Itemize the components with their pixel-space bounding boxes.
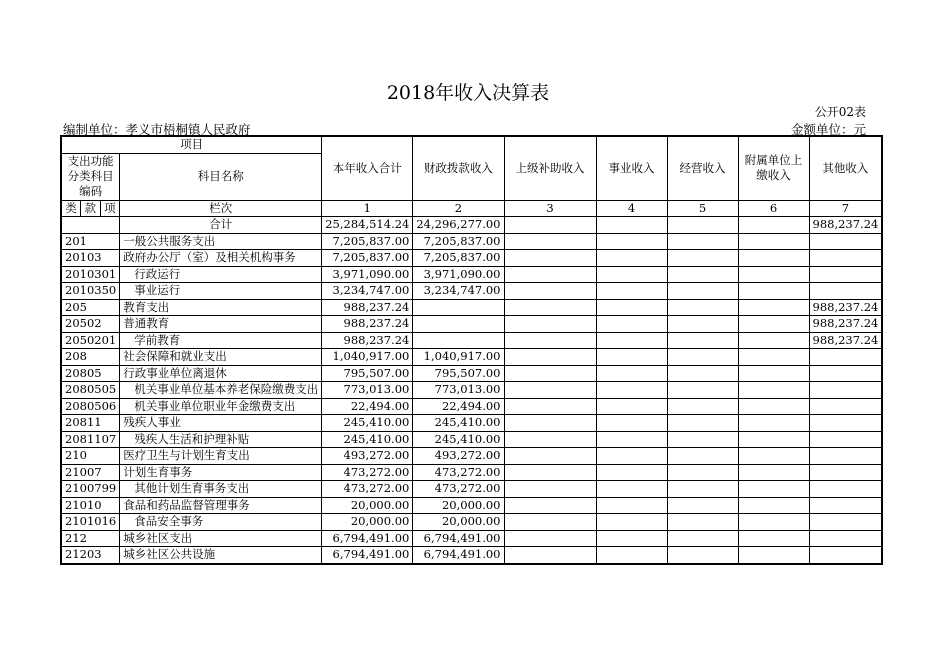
row-value-1: 20,000.00: [322, 497, 413, 514]
row-value-7: [809, 233, 882, 250]
row-value-2: 20,000.00: [413, 514, 504, 531]
total-row: [61, 217, 882, 234]
row-value-1: 988,237.24: [322, 299, 413, 316]
row-value-5: [667, 266, 738, 283]
row-value-5: [667, 398, 738, 415]
compiling-unit: 编制单位：孝义市梧桐镇人民政府: [63, 122, 251, 137]
row-value-2: 7,205,837.00: [413, 250, 504, 267]
row-value-7: [809, 431, 882, 448]
row-subject-name: 城乡社区支出: [120, 530, 322, 547]
row-code: 21007: [61, 464, 120, 481]
row-value-3: [504, 497, 596, 514]
header-lanci: 栏次: [120, 200, 322, 217]
row-value-1: 245,410.00: [322, 431, 413, 448]
row-value-7: [809, 448, 882, 465]
row-value-2: 245,410.00: [413, 415, 504, 432]
col-header-2: 财政拨款收入: [413, 136, 504, 200]
row-subject-name: 机关事业单位职业年金缴费支出: [120, 398, 322, 415]
row-value-7: [809, 497, 882, 514]
row-subject-name: 医疗卫生与计划生育支出: [120, 448, 322, 465]
row-value-7: [809, 481, 882, 498]
row-value-1: 988,237.24: [322, 316, 413, 333]
row-value-3: [504, 514, 596, 531]
row-value-2: 22,494.00: [413, 398, 504, 415]
row-value-5: [667, 547, 738, 564]
row-value-2: 6,794,491.00: [413, 530, 504, 547]
row-value-3: [504, 283, 596, 300]
row-code: 2050201: [61, 332, 120, 349]
row-value-2: 1,040,917.00: [413, 349, 504, 366]
table-row: [61, 299, 882, 316]
row-value-6: [738, 299, 809, 316]
row-value-5: [667, 382, 738, 399]
row-value-1: 473,272.00: [322, 481, 413, 498]
income-table: [60, 135, 883, 565]
row-value-4: [596, 299, 667, 316]
row-value-4: [596, 481, 667, 498]
row-value-1: 473,272.00: [322, 464, 413, 481]
row-code: 2010301: [61, 266, 120, 283]
row-value-1: 3,234,747.00: [322, 283, 413, 300]
col-num-4: 4: [596, 200, 667, 217]
total-value-4: [596, 217, 667, 234]
row-value-6: [738, 448, 809, 465]
row-value-7: 988,237.24: [809, 332, 882, 349]
total-code: [61, 217, 120, 234]
table-row: [61, 431, 882, 448]
row-subject-name: 社会保障和就业支出: [120, 349, 322, 366]
row-value-2: [413, 332, 504, 349]
row-value-1: 795,507.00: [322, 365, 413, 382]
row-value-7: 988,237.24: [809, 316, 882, 333]
row-value-4: [596, 365, 667, 382]
row-value-6: [738, 332, 809, 349]
row-code: 2100799: [61, 481, 120, 498]
row-subject-name: 政府办公厅（室）及相关机构事务: [120, 250, 322, 267]
row-value-2: 795,507.00: [413, 365, 504, 382]
row-value-6: [738, 497, 809, 514]
table-row: [61, 382, 882, 399]
row-code: 2080506: [61, 398, 120, 415]
row-value-3: [504, 299, 596, 316]
row-value-4: [596, 547, 667, 564]
row-value-6: [738, 464, 809, 481]
row-subject-name: 行政运行: [120, 266, 322, 283]
row-value-3: [504, 316, 596, 333]
row-value-7: [809, 547, 882, 564]
row-value-7: [809, 514, 882, 531]
row-value-2: 245,410.00: [413, 431, 504, 448]
total-value-1: 25,284,514.24: [322, 217, 413, 234]
row-value-1: 20,000.00: [322, 514, 413, 531]
row-value-7: [809, 415, 882, 432]
table-row: [61, 250, 882, 267]
row-value-7: [809, 398, 882, 415]
row-value-3: [504, 250, 596, 267]
col-num-5: 5: [667, 200, 738, 217]
row-value-6: [738, 250, 809, 267]
row-value-3: [504, 349, 596, 366]
row-value-6: [738, 365, 809, 382]
row-value-1: 3,971,090.00: [322, 266, 413, 283]
row-value-2: 20,000.00: [413, 497, 504, 514]
row-value-4: [596, 530, 667, 547]
row-value-7: [809, 464, 882, 481]
row-value-4: [596, 332, 667, 349]
page-title: 2018年收入决算表: [386, 82, 550, 104]
table-row: [61, 481, 882, 498]
row-value-7: [809, 250, 882, 267]
table-row: [61, 349, 882, 366]
row-value-6: [738, 431, 809, 448]
header-xiang: 项: [100, 200, 120, 217]
table-row: [61, 332, 882, 349]
row-value-5: [667, 299, 738, 316]
header-code-group: 支出功能分类科目编码: [61, 153, 120, 200]
money-unit: 金额单位：元: [790, 122, 866, 137]
row-value-3: [504, 448, 596, 465]
total-value-5: [667, 217, 738, 234]
row-value-6: [738, 530, 809, 547]
row-value-2: 3,234,747.00: [413, 283, 504, 300]
row-value-6: [738, 316, 809, 333]
row-value-4: [596, 514, 667, 531]
row-value-6: [738, 382, 809, 399]
row-subject-name: 其他计划生育事务支出: [120, 481, 322, 498]
row-code: 20103: [61, 250, 120, 267]
row-value-5: [667, 481, 738, 498]
row-value-1: 245,410.00: [322, 415, 413, 432]
row-value-3: [504, 332, 596, 349]
form-number: 公开02表: [814, 105, 866, 119]
row-value-6: [738, 349, 809, 366]
row-value-6: [738, 481, 809, 498]
row-value-3: [504, 547, 596, 564]
row-value-4: [596, 497, 667, 514]
row-value-3: [504, 415, 596, 432]
row-code: 2081107: [61, 431, 120, 448]
row-value-7: 988,237.24: [809, 299, 882, 316]
row-value-2: 6,794,491.00: [413, 547, 504, 564]
row-value-6: [738, 415, 809, 432]
row-value-4: [596, 283, 667, 300]
total-value-7: 988,237.24: [809, 217, 882, 234]
row-subject-name: 事业运行: [120, 283, 322, 300]
row-value-6: [738, 547, 809, 564]
row-subject-name: 学前教育: [120, 332, 322, 349]
row-value-6: [738, 233, 809, 250]
row-value-3: [504, 382, 596, 399]
row-code: 20811: [61, 415, 120, 432]
row-value-2: 773,013.00: [413, 382, 504, 399]
total-value-6: [738, 217, 809, 234]
row-value-7: [809, 382, 882, 399]
row-value-6: [738, 514, 809, 531]
row-subject-name: 食品和药品监督管理事务: [120, 497, 322, 514]
row-value-3: [504, 398, 596, 415]
col-num-3: 3: [504, 200, 596, 217]
row-code: 20502: [61, 316, 120, 333]
row-value-1: 7,205,837.00: [322, 233, 413, 250]
row-value-3: [504, 530, 596, 547]
row-code: 210: [61, 448, 120, 465]
row-value-5: [667, 431, 738, 448]
row-value-4: [596, 316, 667, 333]
row-value-5: [667, 448, 738, 465]
header-lei: 类: [61, 200, 81, 217]
row-value-3: [504, 464, 596, 481]
row-value-7: [809, 283, 882, 300]
total-value-2: 24,296,277.00: [413, 217, 504, 234]
row-value-1: 6,794,491.00: [322, 547, 413, 564]
table-row: [61, 316, 882, 333]
row-value-4: [596, 398, 667, 415]
row-subject-name: 普通教育: [120, 316, 322, 333]
header-kuan: 款: [81, 200, 101, 217]
table-row: [61, 530, 882, 547]
row-value-3: [504, 266, 596, 283]
table-row: [61, 547, 882, 564]
row-value-3: [504, 481, 596, 498]
col-header-7: 其他收入: [809, 136, 882, 200]
col-header-6: 附属单位上缴收入: [738, 136, 809, 200]
row-subject-name: 教育支出: [120, 299, 322, 316]
row-value-3: [504, 365, 596, 382]
col-header-4: 事业收入: [596, 136, 667, 200]
row-value-3: [504, 233, 596, 250]
row-subject-name: 食品安全事务: [120, 514, 322, 531]
row-value-5: [667, 283, 738, 300]
row-value-7: [809, 530, 882, 547]
row-subject-name: 计划生育事务: [120, 464, 322, 481]
row-subject-name: 残疾人生活和护理补贴: [120, 431, 322, 448]
table-row: [61, 365, 882, 382]
row-value-5: [667, 250, 738, 267]
row-value-4: [596, 233, 667, 250]
table-row: [61, 266, 882, 283]
row-value-6: [738, 266, 809, 283]
header-item: 项目: [61, 136, 322, 153]
row-value-5: [667, 316, 738, 333]
row-subject-name: 残疾人事业: [120, 415, 322, 432]
col-header-5: 经营收入: [667, 136, 738, 200]
col-header-1: 本年收入合计: [322, 136, 413, 200]
total-value-3: [504, 217, 596, 234]
row-value-6: [738, 398, 809, 415]
col-num-1: 1: [322, 200, 413, 217]
row-value-2: 473,272.00: [413, 481, 504, 498]
table-row: [61, 464, 882, 481]
row-code: 201: [61, 233, 120, 250]
row-code: 212: [61, 530, 120, 547]
row-value-2: 493,272.00: [413, 448, 504, 465]
row-value-5: [667, 332, 738, 349]
row-value-2: [413, 316, 504, 333]
table-row: [61, 398, 882, 415]
table-row: [61, 233, 882, 250]
row-value-7: [809, 365, 882, 382]
row-subject-name: 城乡社区公共设施: [120, 547, 322, 564]
table-row: [61, 283, 882, 300]
row-value-5: [667, 530, 738, 547]
row-value-2: 3,971,090.00: [413, 266, 504, 283]
row-value-1: 22,494.00: [322, 398, 413, 415]
row-value-1: 1,040,917.00: [322, 349, 413, 366]
row-value-4: [596, 464, 667, 481]
row-value-5: [667, 514, 738, 531]
row-code: 205: [61, 299, 120, 316]
row-value-5: [667, 415, 738, 432]
row-subject-name: 行政事业单位离退休: [120, 365, 322, 382]
table-row: [61, 448, 882, 465]
row-subject-name: 机关事业单位基本养老保险缴费支出: [120, 382, 322, 399]
row-value-4: [596, 382, 667, 399]
row-code: 21010: [61, 497, 120, 514]
row-value-7: [809, 266, 882, 283]
row-value-6: [738, 283, 809, 300]
row-code: 2080505: [61, 382, 120, 399]
col-num-7: 7: [809, 200, 882, 217]
row-value-5: [667, 464, 738, 481]
col-num-6: 6: [738, 200, 809, 217]
row-value-2: 473,272.00: [413, 464, 504, 481]
table-row: [61, 415, 882, 432]
row-value-4: [596, 266, 667, 283]
row-value-1: 773,013.00: [322, 382, 413, 399]
row-value-5: [667, 365, 738, 382]
row-code: 21203: [61, 547, 120, 564]
row-value-1: 7,205,837.00: [322, 250, 413, 267]
row-code: 2010350: [61, 283, 120, 300]
row-value-1: 988,237.24: [322, 332, 413, 349]
row-code: 208: [61, 349, 120, 366]
row-code: 2101016: [61, 514, 120, 531]
col-header-3: 上级补助收入: [504, 136, 596, 200]
header-row-4: [61, 200, 882, 217]
row-value-5: [667, 497, 738, 514]
header-row-1: [61, 136, 882, 153]
row-value-4: [596, 415, 667, 432]
row-value-5: [667, 349, 738, 366]
total-label: 合计: [120, 217, 322, 234]
row-value-4: [596, 250, 667, 267]
row-code: 20805: [61, 365, 120, 382]
row-value-4: [596, 349, 667, 366]
table-row: [61, 497, 882, 514]
row-value-5: [667, 233, 738, 250]
row-value-1: 493,272.00: [322, 448, 413, 465]
row-subject-name: 一般公共服务支出: [120, 233, 322, 250]
row-value-2: 7,205,837.00: [413, 233, 504, 250]
row-value-1: 6,794,491.00: [322, 530, 413, 547]
row-value-2: [413, 299, 504, 316]
header-subject-name: 科目名称: [120, 153, 322, 200]
row-value-3: [504, 431, 596, 448]
row-value-7: [809, 349, 882, 366]
row-value-4: [596, 448, 667, 465]
col-num-2: 2: [413, 200, 504, 217]
table-row: [61, 514, 882, 531]
row-value-4: [596, 431, 667, 448]
